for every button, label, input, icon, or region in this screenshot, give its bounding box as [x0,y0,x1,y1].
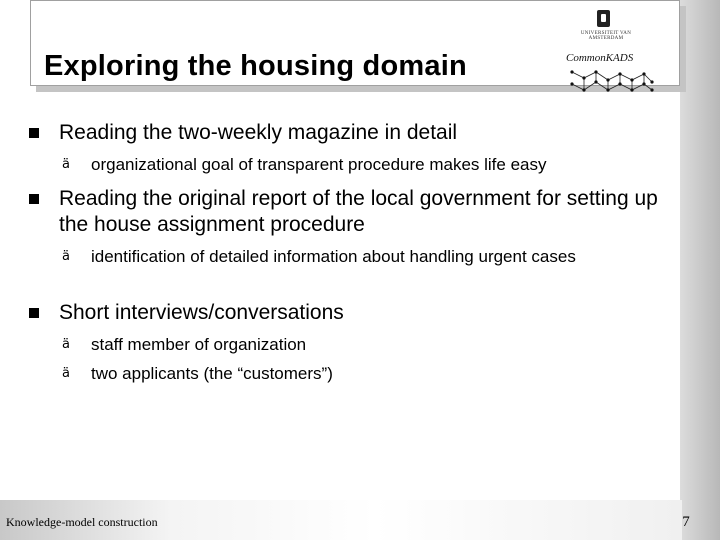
sub-bullet-text: identification of detailed information about handling urgent cases [91,247,576,266]
network-graph-icon [568,68,656,94]
university-seal-icon [597,10,610,27]
bullet-text: Short interviews/conversations [59,301,344,324]
footer-label: Knowledge-model construction [6,515,158,529]
sub-bullet-text: staff member of organization [91,335,307,354]
square-bullet-icon [29,194,39,204]
commonkads-logo [566,52,658,98]
university-name: UNIVERSITEIT VAN AMSTERDAM [580,31,632,41]
arrow-bullet-icon: ä [62,157,70,172]
sub-bullet-text: organizational goal of transparent procedure makes life easy [91,155,547,174]
page-number: 7 [682,514,690,530]
bullet-text: Reading the two-weekly magazine in detail [59,121,458,144]
square-bullet-icon [29,128,39,138]
square-bullet-icon [29,308,39,318]
arrow-bullet-icon: ä [62,337,70,352]
bullet-text: Reading the original report of the local government for setting up the house assignment procedure [59,187,658,236]
slide-title: Exploring the housing domain [44,50,467,82]
arrow-bullet-icon: ä [62,366,70,381]
sub-bullet-text: two applicants (the “customers”) [91,364,333,383]
commonkads-wordmark: CommonKADS [566,52,634,64]
arrow-bullet-icon: ä [62,249,70,264]
side-band [680,0,720,540]
